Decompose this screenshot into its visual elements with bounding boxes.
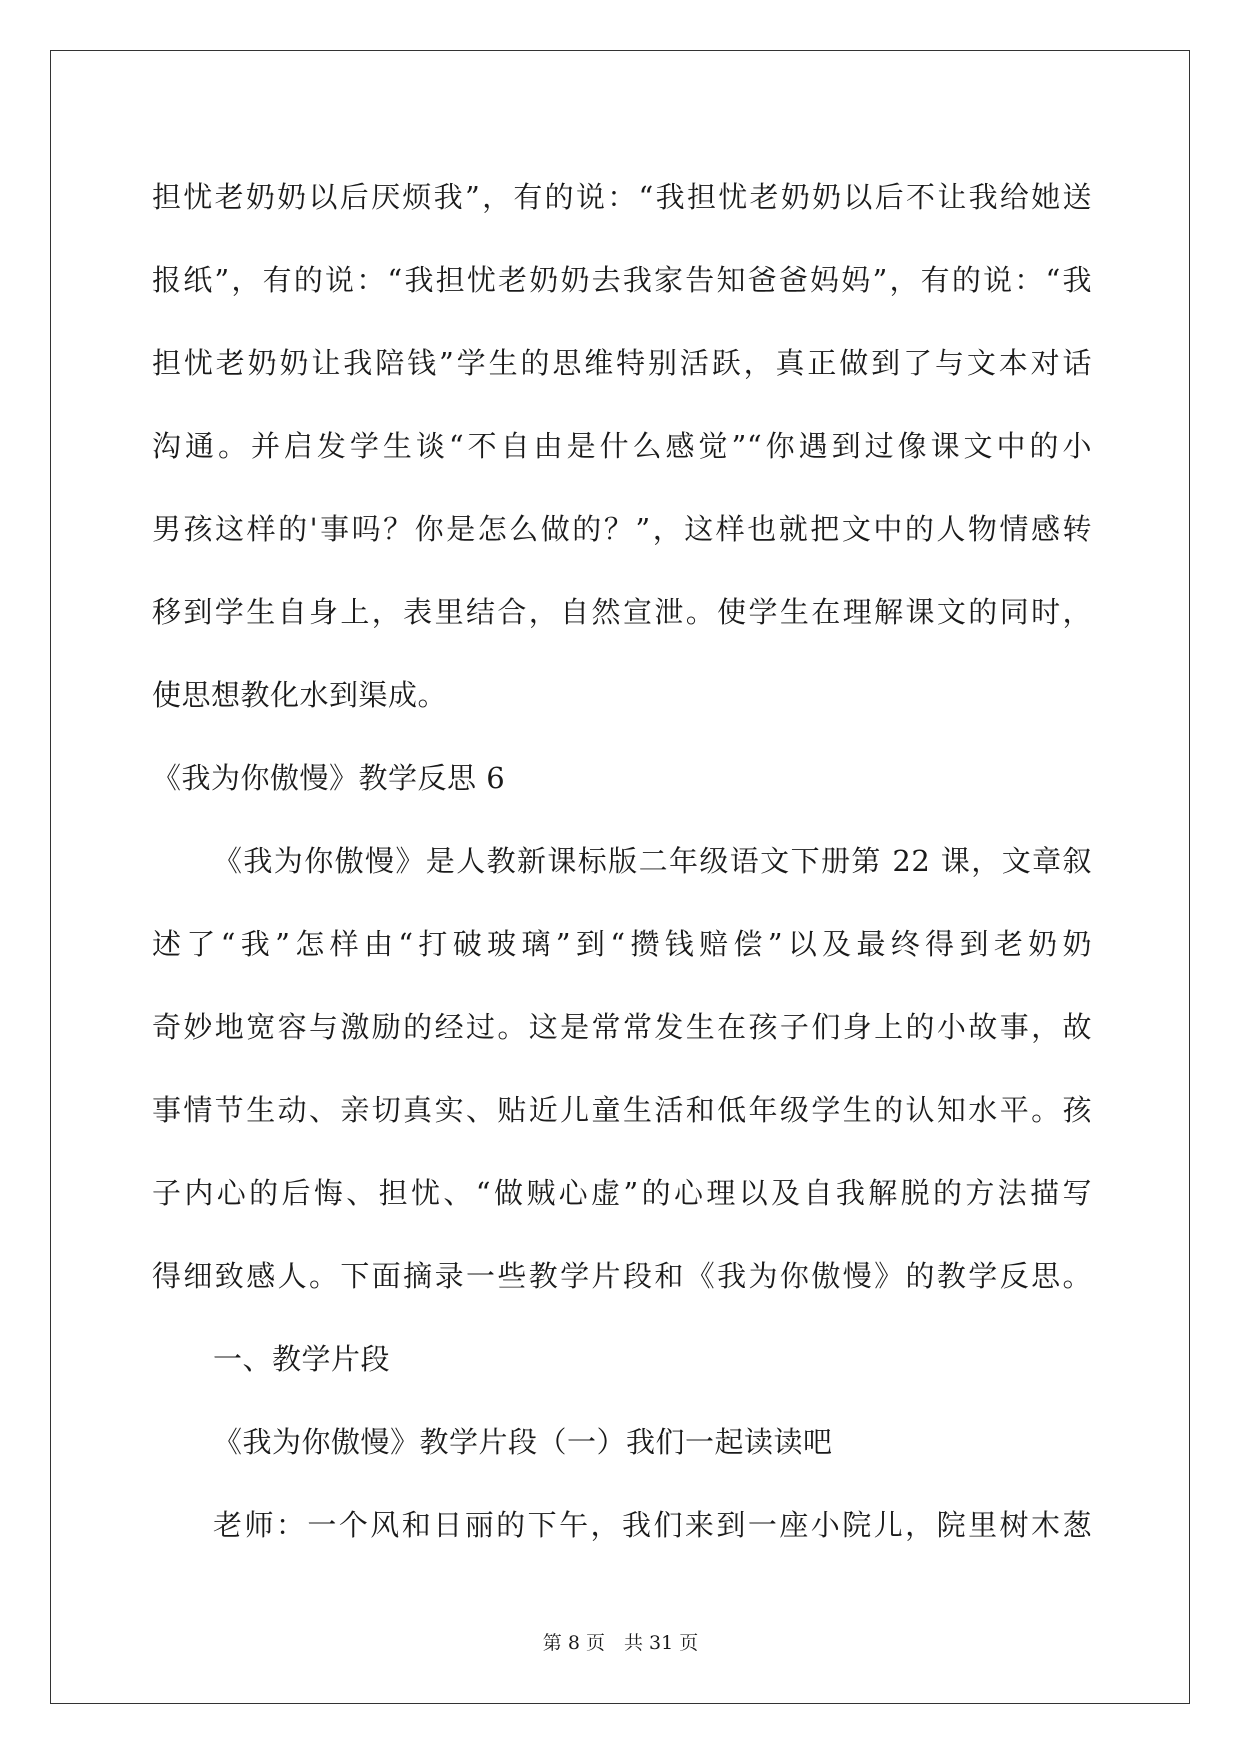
page-number-footer: 第 8 页 共 31 页 xyxy=(542,1632,699,1654)
text-line: 老师：一个风和日丽的下午，我们来到一座小院儿，院里树木葱 xyxy=(213,1508,1092,1542)
text-line: 移到学生自身上，表里结合，自然宣泄。使学生在理解课文的同时， xyxy=(152,595,1092,629)
section-heading: 《我为你傲慢》教学反思 6 xyxy=(152,761,506,795)
text-line: 奇妙地宽容与激励的经过。这是常常发生在孩子们身上的小故事，故 xyxy=(152,1010,1092,1044)
text-line: 担忧老奶奶以后厌烦我”，有的说：“我担忧老奶奶以后不让我给她送 xyxy=(152,180,1092,214)
subsection-heading: 一、教学片段 xyxy=(213,1342,391,1376)
document-body xyxy=(152,156,1092,1567)
subsection-heading: 《我为你傲慢》教学片段（一）我们一起读读吧 xyxy=(213,1425,833,1459)
text-line: 《我为你傲慢》是人教新课标版二年级语文下册第 22 课，文章叙 xyxy=(213,844,1092,878)
text-line: 子内心的后悔、担忧、“做贼心虚”的心理以及自我解脱的方法描写 xyxy=(152,1176,1092,1210)
text-line: 事情节生动、亲切真实、贴近儿童生活和低年级学生的认知水平。孩 xyxy=(152,1093,1092,1127)
text-line: 使思想教化水到渠成。 xyxy=(152,678,448,712)
text-line: 述了“我”怎样由“打破玻璃”到“攒钱赔偿”以及最终得到老奶奶 xyxy=(152,927,1092,961)
text-line: 报纸”，有的说：“我担忧老奶奶去我家告知爸爸妈妈”，有的说：“我 xyxy=(152,263,1092,297)
text-line: 得细致感人。下面摘录一些教学片段和《我为你傲慢》的教学反思。 xyxy=(152,1259,1092,1293)
text-line: 男孩这样的'事吗？你是怎么做的？”，这样也就把文中的人物情感转 xyxy=(152,512,1092,546)
text-line: 沟通。并启发学生谈“不自由是什么感觉”“你遇到过像课文中的小 xyxy=(152,429,1092,463)
text-line: 担忧老奶奶让我陪钱”学生的思维特别活跃，真正做到了与文本对话 xyxy=(152,346,1092,380)
